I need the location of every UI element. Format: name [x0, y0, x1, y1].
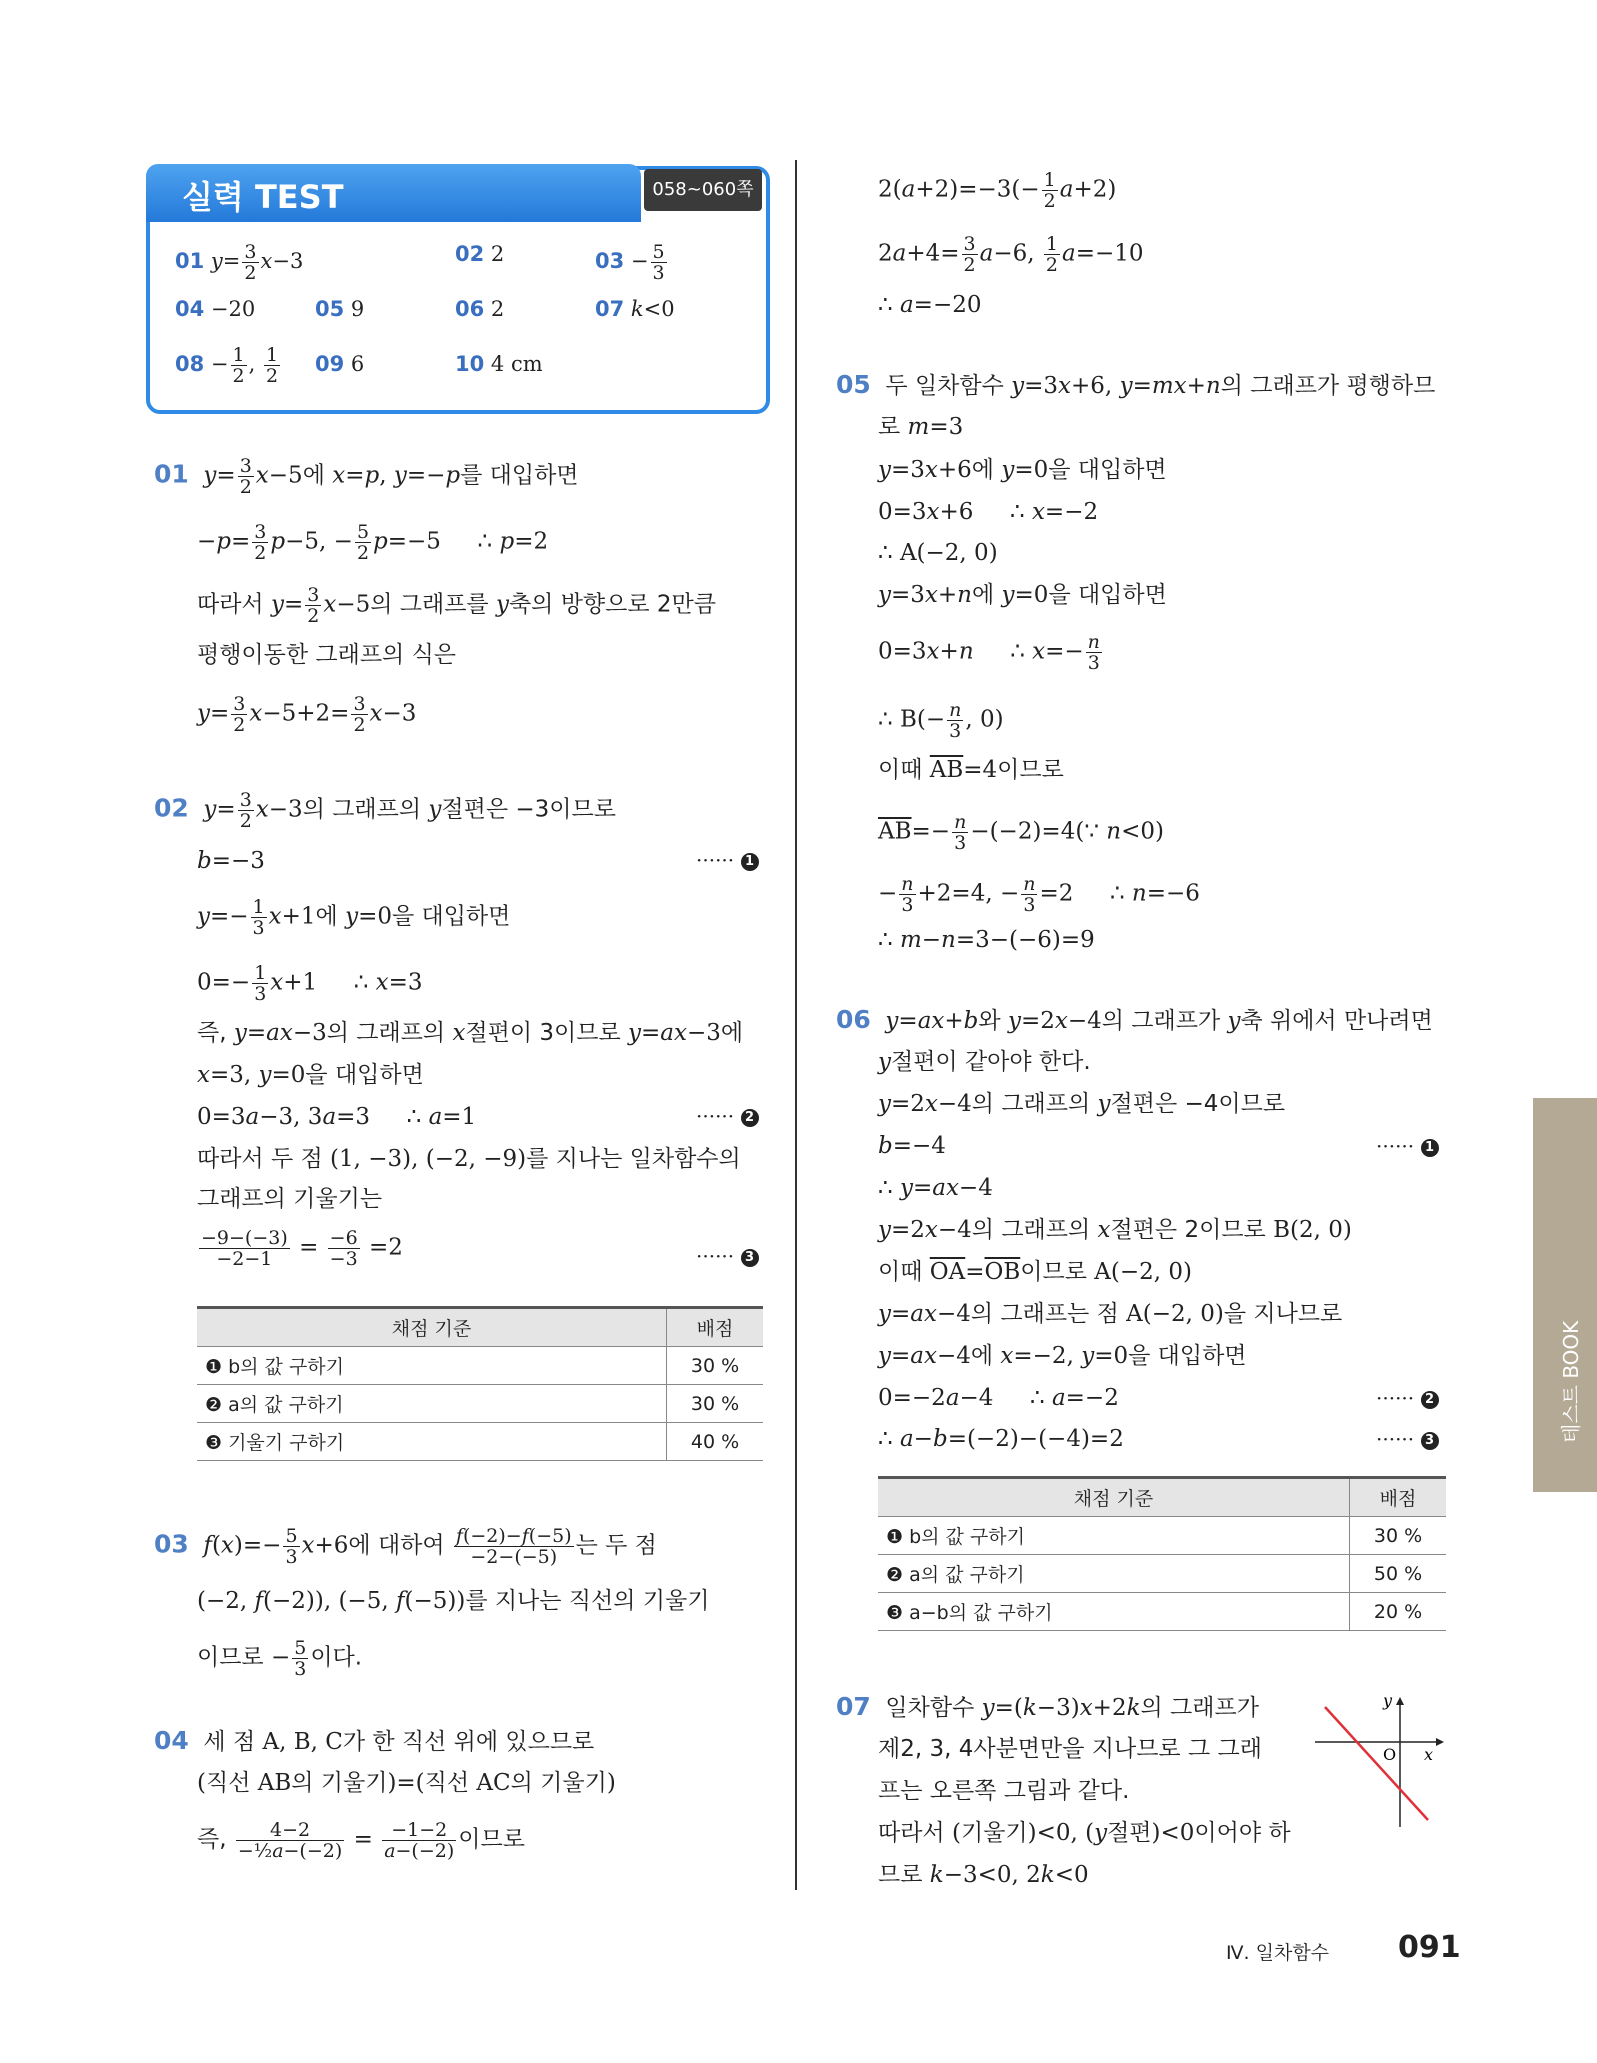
solution-06-line10: 0=−2a−4 ∴ a=−2: [878, 1385, 1119, 1411]
score-row-points: 30 %: [667, 1347, 764, 1385]
score-row-points: 30 %: [667, 1385, 764, 1423]
solution-07-line4: 따라서 (기울기)<0, (y절편)<0이어야 하: [878, 1820, 1291, 1846]
page-range-tag: 058~060쪽: [644, 169, 762, 211]
solution-05-line11: − $\frac{n}{3}$ +2=4, − $\frac{n}{3}$ =2 ∴ n=−6: [878, 873, 1200, 916]
solution-06-line2: y절편이 같아야 한다.: [878, 1049, 1091, 1075]
solution-05-line6: y=3x+n에 y=0을 대입하면: [878, 582, 1167, 608]
mark-2: ······ 2: [1376, 1386, 1439, 1410]
solution-03-line2: (−2, f(−2)), (−5, f(−5))를 지나는 직선의 기울기: [197, 1588, 710, 1614]
solution-07-line1: 07 일차함수 y=(k−3)x+2k의 그래프가: [836, 1692, 1259, 1721]
solution-06-line4: b=−4: [878, 1133, 946, 1159]
answer-08: 08 − $\frac{1}{2}$ , $\frac{1}{2}$: [175, 344, 279, 387]
solution-06-line3: y=2x−4의 그래프의 y절편은 −4이므로: [878, 1091, 1286, 1117]
page-number: 091: [1398, 1930, 1461, 1965]
answer-03: 03 − $\frac{5}{3}$: [595, 241, 665, 284]
answer-07: 07 k<0: [595, 297, 675, 321]
score-head-points: 배점: [1350, 1478, 1447, 1517]
solution-07-line5: 므로 k−3<0, 2k<0: [878, 1862, 1089, 1888]
side-tab-label: 테스트 BOOK: [1559, 1320, 1583, 1443]
solution-06-line9: y=ax−4에 x=−2, y=0을 대입하면: [878, 1343, 1247, 1369]
solution-06-line11: ∴ a−b=(−2)−(−4)=2: [878, 1426, 1124, 1452]
column-divider: [795, 160, 797, 1890]
solution-01-line2: −p= $\frac{3}{2}$ p−5, − $\frac{5}{2}$ p=−5 ∴ p=2: [197, 521, 549, 564]
solution-06-line5: ∴ y=ax−4: [878, 1175, 993, 1201]
solution-05-line10: $\overline{AB}=-$ $\frac{n}{3}$ −(−2)=4(∵ n<0): [878, 811, 1164, 854]
solution-04-line4: 2(a+2)=−3(− $\frac{1}{2}$ a+2): [878, 169, 1117, 212]
answer-01: 01 y= $\frac{3}{2}$ x−3: [175, 241, 304, 284]
score-row-criteria: ❷ a의 값 구하기: [878, 1555, 1350, 1593]
mark-1: ······ 1: [1376, 1134, 1439, 1158]
y-axis-arrow: [1396, 1697, 1404, 1705]
mark-1: ······ 1: [696, 848, 759, 872]
score-row-criteria: ❶ b의 값 구하기: [197, 1347, 667, 1385]
answer-06: 06 2: [455, 297, 505, 321]
score-row-points: 20 %: [1350, 1593, 1447, 1631]
solution-01-line1: 01 y= $\frac{3}{2}$ x−5에 x=p, y=−p를 대입하면: [154, 455, 579, 498]
score-head-criteria: 채점 기준: [197, 1308, 667, 1347]
solution-07-line2: 제2, 3, 4사분면만을 지나므로 그 그래: [878, 1736, 1262, 1762]
answer-10: 10 4 cm: [455, 352, 543, 376]
footer-chapter: Ⅳ. 일차함수: [1226, 1942, 1330, 1964]
score-table-02: [197, 1306, 763, 1461]
mark-2: ······ 2: [696, 1104, 759, 1128]
score-row-points: 50 %: [1350, 1555, 1447, 1593]
score-row-points: 40 %: [667, 1423, 764, 1461]
solution-05-line12: ∴ m−n=3−(−6)=9: [878, 927, 1095, 953]
solution-02-line5: 즉, y=ax−3의 그래프의 x절편이 3이므로 y=ax−3에: [197, 1020, 744, 1046]
function-line: [1325, 1707, 1428, 1820]
x-axis-arrow: [1436, 1738, 1444, 1746]
answer-02: 02 2: [455, 242, 505, 266]
solution-05-line3: y=3x+6에 y=0을 대입하면: [878, 457, 1167, 483]
answer-04: 04 −20: [175, 297, 256, 321]
y-label: y: [1383, 1692, 1393, 1710]
x-label: x: [1424, 1745, 1434, 1764]
answer-09: 09 6: [315, 352, 365, 376]
answer-05: 05 9: [315, 297, 365, 321]
score-head-points: 배점: [667, 1308, 764, 1347]
solution-02-line8: 따라서 두 점 (1, −3), (−2, −9)를 지나는 일차함수의: [197, 1146, 741, 1172]
origin-label: O: [1383, 1745, 1397, 1764]
solution-04-line3: 즉, $\frac{4-2}{\text{−½a−(−2)}}$ = $\frac{-1-2}{a-(-2)}$ 이므로: [197, 1819, 525, 1862]
solution-03-line3: 이므로 − $\frac{5}{3}$ 이다.: [197, 1637, 363, 1680]
score-row-criteria: ❸ a−b의 값 구하기: [878, 1593, 1350, 1631]
solution-05-line7: 0=3x+n ∴ x=− $\frac{n}{3}$: [878, 631, 1100, 674]
solution-02-line2: b=−3: [197, 848, 265, 874]
score-row-points: 30 %: [1350, 1517, 1447, 1555]
solution-02-line10: $\frac{-9-(-3)}{-2-1}$ = $\frac{-6}{-3}$ =2: [201, 1227, 403, 1270]
solution-06-line8: y=ax−4의 그래프는 점 A(−2, 0)을 지나므로: [878, 1301, 1343, 1327]
mark-3: ······ 3: [1376, 1427, 1439, 1451]
solution-05-line5: ∴ A(−2, 0): [878, 540, 998, 566]
solution-02-line9: 그래프의 기울기는: [197, 1186, 383, 1212]
graph-07: [1310, 1692, 1450, 1832]
score-table-06: [878, 1476, 1446, 1631]
solution-05-line8: ∴ B(− $\frac{n}{3}$ , 0): [878, 699, 1004, 742]
solution-02-line4: 0=− $\frac{1}{3}$ x+1 ∴ x=3: [197, 962, 423, 1005]
solution-06-line7: 이때 $\overline{OA}=\overline{OB}$이므로 A(−2, 0): [878, 1259, 1192, 1285]
solution-04-line6: ∴ a=−20: [878, 292, 982, 318]
solution-04-line2: (직선 AB의 기울기)=(직선 AC의 기울기): [197, 1770, 616, 1796]
solution-01-line3: 따라서 y= $\frac{3}{2}$ x−5의 그래프를 y축의 방향으로 2만큼: [197, 584, 716, 627]
solution-01-line5: y= $\frac{3}{2}$ x−5+2= $\frac{3}{2}$ x−3: [197, 693, 417, 736]
solution-02-line3: y=− $\frac{1}{3}$ x+1에 y=0을 대입하면: [197, 896, 511, 939]
score-row-criteria: ❸ 기울기 구하기: [197, 1423, 667, 1461]
solution-03-line1: 03 f(x)=− $\frac{5}{3}$ x+6에 대하여 $\frac{f(-2)-f(-5)}{-2-(-5)}$ 는 두 점: [154, 1525, 657, 1568]
solution-05-line9: 이때 $\overline{AB}=4$이므로: [878, 757, 1064, 783]
solution-05-line2: 로 m=3: [878, 414, 964, 440]
solution-05-line1: 05 두 일차함수 y=3x+6, y=mx+n의 그래프가 평행하므: [836, 370, 1436, 399]
score-head-criteria: 채점 기준: [878, 1478, 1350, 1517]
score-row-criteria: ❷ a의 값 구하기: [197, 1385, 667, 1423]
solution-07-line3: 프는 오른쪽 그림과 같다.: [878, 1778, 1130, 1804]
solution-06-line1: 06 y=ax+b와 y=2x−4의 그래프가 y축 위에서 만나려면: [836, 1005, 1433, 1034]
solution-04-line5: 2a+4= $\frac{3}{2}$ a−6, $\frac{1}{2}$ a=−10: [878, 233, 1144, 276]
solution-06-line6: y=2x−4의 그래프의 x절편은 2이므로 B(2, 0): [878, 1217, 1352, 1243]
solution-02-line1: 02 y= $\frac{3}{2}$ x−3의 그래프의 y절편은 −3이므로: [154, 789, 616, 832]
solution-04-line1: 04 세 점 A, B, C가 한 직선 위에 있으므로: [154, 1726, 595, 1755]
solution-02-line7: 0=3a−3, 3a=3 ∴ a=1: [197, 1104, 477, 1130]
score-row-criteria: ❶ b의 값 구하기: [878, 1517, 1350, 1555]
solution-01-line4: 평행이동한 그래프의 식은: [197, 642, 457, 668]
side-tab: [1533, 1098, 1597, 1492]
mark-3: ······ 3: [696, 1244, 759, 1268]
solution-02-line6: x=3, y=0을 대입하면: [197, 1062, 424, 1088]
test-title: 실력 TEST: [182, 178, 344, 216]
solution-05-line4: 0=3x+6 ∴ x=−2: [878, 499, 1099, 525]
